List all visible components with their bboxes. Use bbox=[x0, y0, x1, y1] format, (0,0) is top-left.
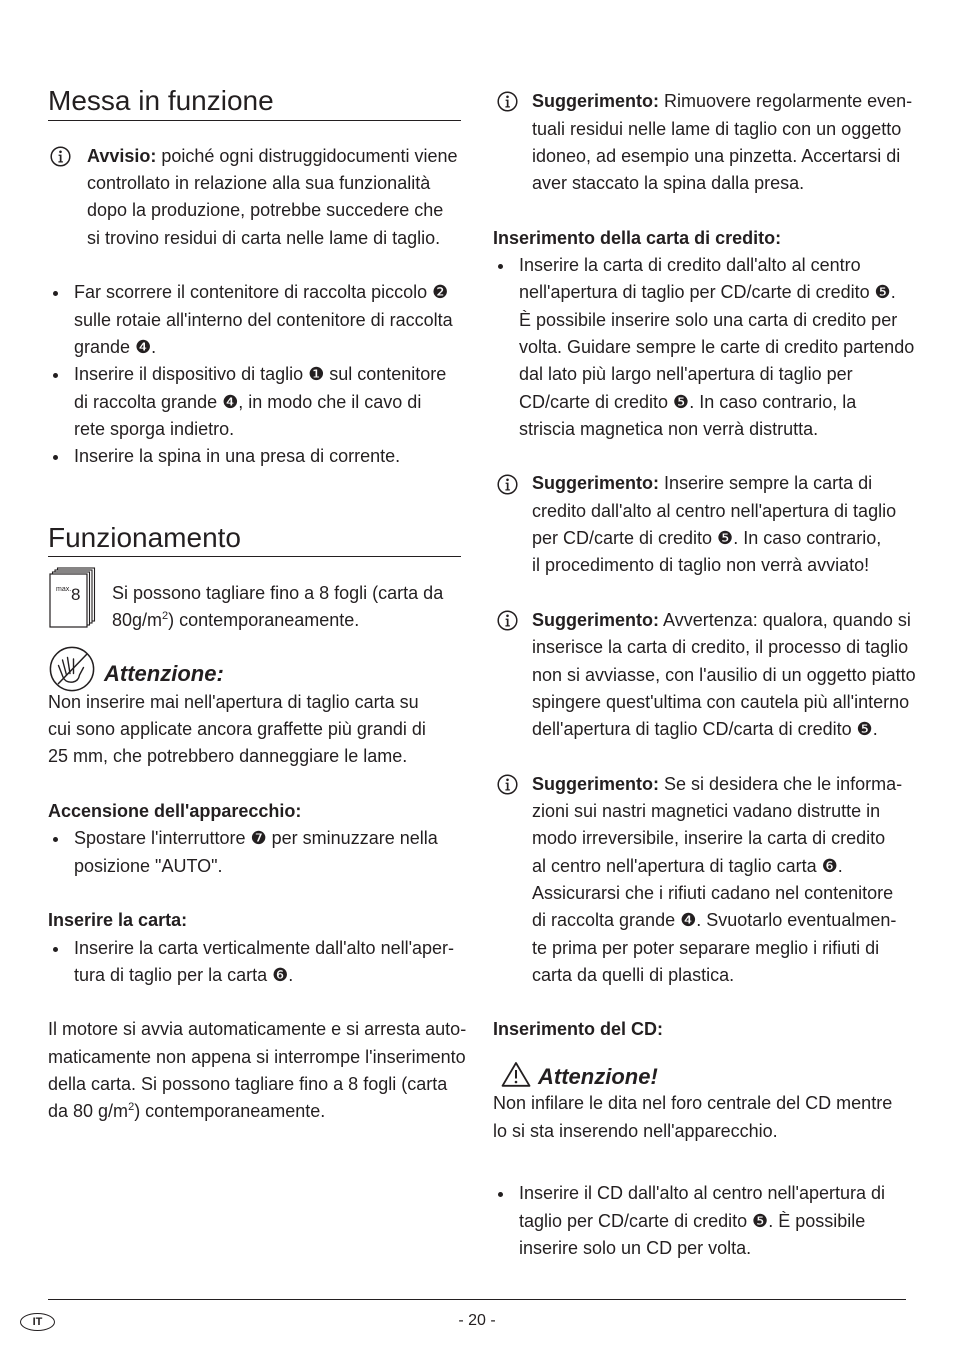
superscript: 2 bbox=[128, 1101, 135, 1114]
subheading-power-on: Accensione dell'apparecchio: bbox=[48, 801, 302, 822]
caution-line: cui sono applicate ancora graffette più grandi di bbox=[48, 719, 426, 740]
bullet-item bbox=[74, 825, 438, 880]
bullet-item bbox=[74, 279, 453, 361]
tip-line: te prima per poter separare meglio i rifiuti di bbox=[532, 937, 880, 958]
bullet-line: di raccolta grande ❹, in modo che il cavo di bbox=[74, 391, 422, 412]
tip-line bbox=[532, 88, 912, 115]
bullet-line: volta. Guidare sempre le carte di credito partendo bbox=[519, 336, 915, 357]
no-hand-icon bbox=[49, 646, 95, 692]
capacity-text bbox=[112, 580, 443, 635]
subheading-insert-paper: Inserire la carta: bbox=[48, 910, 188, 931]
notice-text: poiché ogni distruggidocumenti viene bbox=[161, 145, 458, 166]
bullet-line: Far scorrere il contenitore di raccolta piccolo ❷ bbox=[74, 282, 449, 303]
bullet-item bbox=[74, 361, 453, 443]
bullet-dot bbox=[53, 291, 58, 296]
bullet-item bbox=[519, 1180, 885, 1262]
max-value: 8 bbox=[71, 585, 81, 604]
tip-line: modo irreversibile, inserire la carta di credito bbox=[532, 828, 886, 849]
caution-line: 25 mm, che potrebbero danneggiare le lame. bbox=[48, 746, 408, 767]
insert-paper-bullet bbox=[74, 935, 454, 990]
notice-block bbox=[87, 143, 458, 252]
tip-text: Avvertenza: qualora, quando si bbox=[663, 609, 911, 630]
tip-line: aver staccato la spina dalla presa. bbox=[532, 173, 805, 194]
warning-heading: Attenzione! bbox=[538, 1064, 658, 1089]
tip-magnetic bbox=[532, 771, 902, 989]
title-rule bbox=[48, 120, 461, 121]
notice-line: controllato in relazione alla sua funzionalità bbox=[87, 173, 431, 194]
warning-triangle-icon bbox=[501, 1061, 531, 1088]
tip-card-center bbox=[532, 470, 896, 579]
bullet-dot bbox=[53, 947, 58, 952]
tip-line: al centro nell'apertura di taglio carta ❻. bbox=[532, 855, 843, 876]
paragraph-text-part: da 80 g/m bbox=[48, 1101, 129, 1122]
caution-text bbox=[48, 689, 426, 771]
paragraph-line: della carta. Si possono tagliare fino a 8 fogli (carta bbox=[48, 1074, 448, 1095]
bullet-line: Inserire la carta di credito dall'alto al centro bbox=[519, 255, 861, 276]
warning-text bbox=[493, 1090, 892, 1145]
bullet-line: posizione "AUTO". bbox=[74, 855, 223, 876]
tip-line: dell'apertura di taglio CD/carta di credito ❺. bbox=[532, 719, 878, 740]
notice-line: si trovino residui di carta nelle lame di taglio. bbox=[87, 227, 441, 248]
info-icon bbox=[497, 474, 518, 495]
bullet-item bbox=[74, 935, 454, 990]
paragraph-line: Il motore si avvia automaticamente e si arresta auto- bbox=[48, 1019, 467, 1040]
section-title-setup: Messa in funzione bbox=[48, 85, 274, 116]
language-badge: IT bbox=[20, 1313, 55, 1331]
superscript: 2 bbox=[162, 609, 169, 622]
bullet-line: Inserire la carta verticalmente dall'alto nell'aper- bbox=[74, 937, 455, 958]
info-icon bbox=[497, 774, 518, 795]
title-rule bbox=[48, 556, 461, 557]
bullet-line: Spostare l'interruttore ❼ per sminuzzare nella bbox=[74, 828, 438, 849]
tip-line: idoneo, ad esempio una pinzetta. Accertarsi di bbox=[532, 145, 901, 166]
paragraph-line: maticamente non appena si interrompe l'inserimento bbox=[48, 1046, 466, 1067]
tip-line: inserisce la carta di credito, il processo di taglio bbox=[532, 637, 909, 658]
bullet-dot bbox=[53, 837, 58, 842]
warning-line: Non infilare le dita nel foro centrale del CD mentre bbox=[493, 1093, 893, 1114]
bullet-line: tura di taglio per la carta ❻. bbox=[74, 964, 294, 985]
tip-line: spingere quest'ultima con cautela più all'interno bbox=[532, 691, 910, 712]
tip-line: tuali residui nelle lame di taglio con un oggetto bbox=[532, 118, 902, 139]
tip-text: Rimuovere regolarmente even- bbox=[664, 91, 913, 112]
bullet-dot bbox=[498, 1192, 503, 1197]
bullet-dot bbox=[498, 264, 503, 269]
bullet-item bbox=[74, 443, 453, 470]
bullet-line: Inserire la spina in una presa di corrente. bbox=[74, 446, 401, 467]
tip-label: Suggerimento: bbox=[532, 91, 660, 112]
tip-line: credito dall'alto al centro nell'apertura di taglio bbox=[532, 500, 897, 521]
setup-bullet-list bbox=[74, 279, 453, 470]
section-title-operation: Funzionamento bbox=[48, 522, 242, 553]
subheading-credit-card: Inserimento della carta di credito: bbox=[493, 227, 782, 248]
notice-label: Avvisio: bbox=[87, 145, 157, 166]
subheading-cd: Inserimento del CD: bbox=[493, 1019, 664, 1040]
tip-line: non si avviasse, con l'ausilio di un oggetto piatto bbox=[532, 664, 916, 685]
info-icon bbox=[497, 610, 518, 631]
bullet-item bbox=[519, 252, 914, 443]
tip-line bbox=[532, 607, 916, 634]
capacity-text-part: 80g/m bbox=[112, 609, 163, 630]
tip-line: Assicurarsi che i rifiuti cadano nel contenitore bbox=[532, 882, 894, 903]
bullet-line: striscia magnetica non verrà distrutta. bbox=[519, 418, 819, 439]
notice-line: dopo la produzione, potrebbe succedere che bbox=[87, 200, 444, 221]
bullet-line: dal lato più largo nell'apertura di taglio per bbox=[519, 364, 853, 385]
bullet-line: È possibile inserire solo una carta di credito per bbox=[519, 309, 898, 330]
tip-line: il procedimento di taglio non verrà avviato! bbox=[532, 555, 870, 576]
tip-line bbox=[532, 771, 902, 798]
paragraph-text-part: ) contemporaneamente. bbox=[134, 1101, 326, 1122]
bullet-line: sulle rotaie all'interno del contenitore di raccolta bbox=[74, 309, 453, 330]
warning-line: lo si sta inserendo nell'apparecchio. bbox=[493, 1120, 778, 1141]
paper-stack-icon bbox=[48, 567, 98, 629]
tip-line: zioni sui nastri magnetici vadano distrutte in bbox=[532, 801, 881, 822]
caution-line: Non inserire mai nell'apertura di taglio carta su bbox=[48, 691, 419, 712]
tip-line: di raccolta grande ❹. Svuotarlo eventualmen- bbox=[532, 910, 897, 931]
tip-line: carta da quelli di plastica. bbox=[532, 964, 735, 985]
tip-line: per CD/carte di credito ❺. In caso contrario, bbox=[532, 528, 882, 549]
tip-line bbox=[532, 470, 896, 497]
notice-line bbox=[87, 143, 458, 170]
capacity-line bbox=[112, 607, 443, 634]
bullet-line: grande ❹. bbox=[74, 336, 157, 357]
tip-text: Se si desidera che le informa- bbox=[664, 773, 903, 794]
bullet-dot bbox=[53, 373, 58, 378]
info-icon bbox=[50, 146, 71, 167]
power-on-bullet bbox=[74, 825, 438, 880]
bullet-line: Inserire il CD dall'alto al centro nell'apertura di bbox=[519, 1183, 886, 1204]
tip-label: Suggerimento: bbox=[532, 473, 660, 494]
page-number: - 20 - bbox=[458, 1312, 496, 1329]
bullet-line: rete sporga indietro. bbox=[74, 418, 235, 439]
info-icon bbox=[497, 91, 518, 112]
bullet-line: inserire solo un CD per volta. bbox=[519, 1237, 752, 1258]
cd-bullet bbox=[519, 1180, 885, 1262]
bullet-line: taglio per CD/carte di credito ❺. È possibile bbox=[519, 1210, 866, 1231]
footer-rule bbox=[48, 1299, 906, 1300]
tip-text: Inserire sempre la carta di bbox=[664, 473, 873, 494]
credit-card-bullet bbox=[519, 252, 914, 443]
max-label: max. bbox=[56, 586, 72, 593]
tip-label: Suggerimento: bbox=[532, 773, 660, 794]
bullet-line: Inserire il dispositivo di taglio ❶ sul contenitore bbox=[74, 364, 447, 385]
paragraph-line bbox=[48, 1098, 466, 1125]
tip-card-stuck bbox=[532, 607, 916, 743]
motor-note bbox=[48, 1016, 466, 1125]
bullet-line: nell'apertura di taglio per CD/carte di credito ❺. bbox=[519, 282, 896, 303]
bullet-dot bbox=[53, 455, 58, 460]
tip-label: Suggerimento: bbox=[532, 609, 660, 630]
capacity-line: Si possono tagliare fino a 8 fogli (carta da bbox=[112, 582, 444, 603]
capacity-text-part: ) contemporaneamente. bbox=[168, 609, 360, 630]
bullet-line: CD/carte di credito ❺. In caso contrario, la bbox=[519, 391, 857, 412]
tip-blades bbox=[532, 88, 912, 197]
caution-heading: Attenzione: bbox=[104, 661, 224, 686]
